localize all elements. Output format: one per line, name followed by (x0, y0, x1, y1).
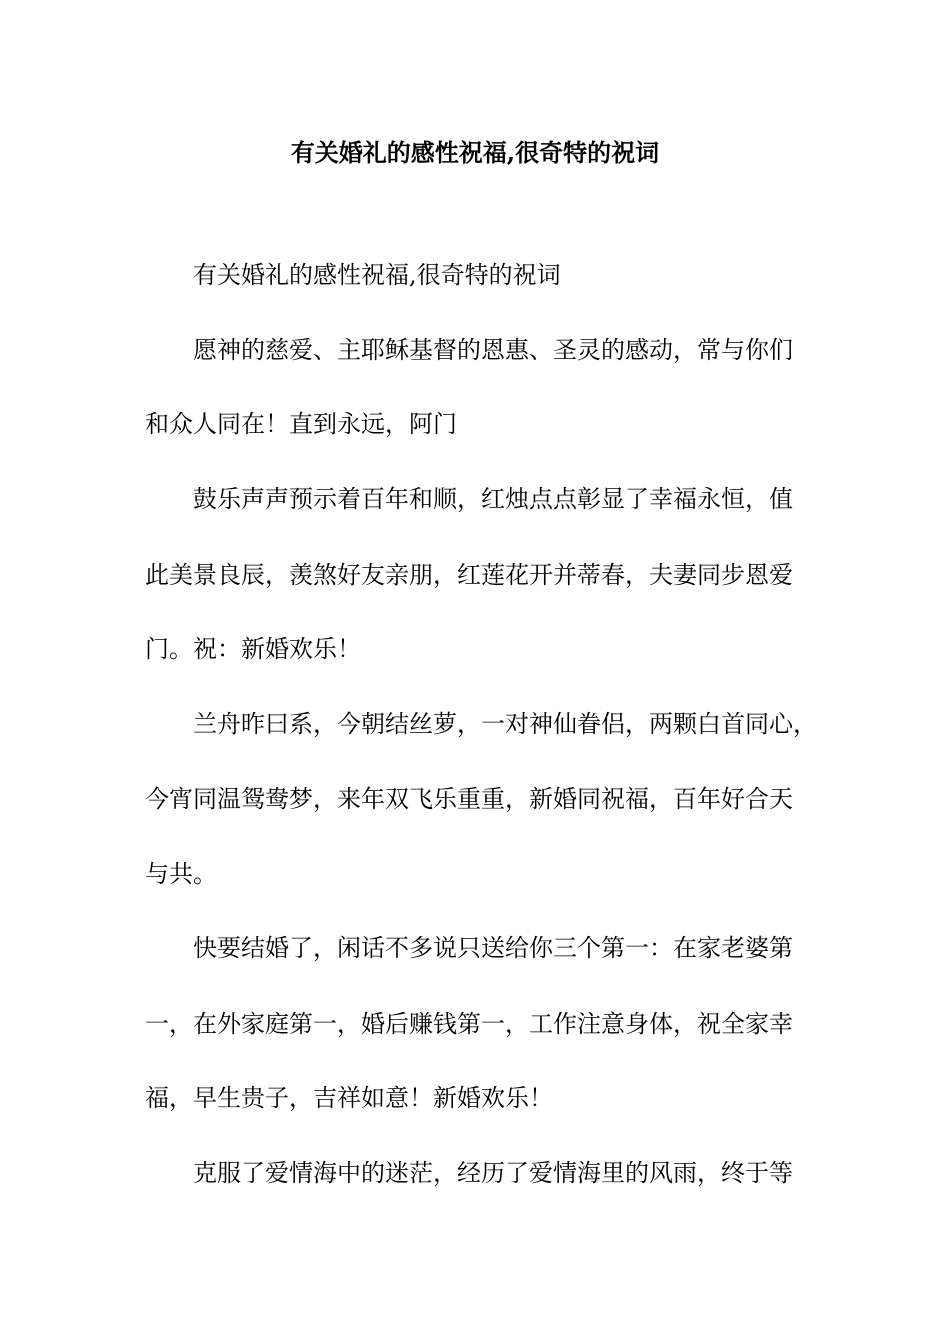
paragraph-heading-line: 有关婚礼的感性祝福,很奇特的祝词 (193, 261, 561, 289)
paragraph-line: 兰舟昨曰系，今朝结丝萝，一对神仙眷侣，两颗白首同心， (193, 710, 817, 738)
paragraph-line: 愿神的慈爱、主耶稣基督的恩惠、圣灵的感动，常与你们 (193, 336, 793, 364)
paragraph-line: 今宵同温鸳鸯梦，来年双飞乐重重，新婚同祝福，百年好合天 (145, 785, 793, 813)
paragraph-line: 福，早生贵子，吉祥如意！新婚欢乐！ (145, 1084, 553, 1112)
paragraph-line: 鼓乐声声预示着百年和顺，红烛点点彰显了幸福永恒，值 (193, 485, 793, 513)
paragraph-line: 此美景良辰，羡煞好友亲朋，红莲花开并蒂春，夫妻同步恩爱 (145, 561, 793, 589)
paragraph-line: 与共。 (145, 860, 217, 888)
paragraph-line: 一，在外家庭第一，婚后赚钱第一，工作注意身体，祝全家幸 (145, 1010, 793, 1038)
paragraph-line: 克服了爱情海中的迷茫，经历了爱情海里的风雨，终于等 (193, 1159, 793, 1187)
document-title: 有关婚礼的感性祝福,很奇特的祝词 (290, 138, 660, 167)
paragraph-line: 和众人同在！直到永远，阿门 (145, 410, 457, 438)
paragraph-line: 门。祝：新婚欢乐！ (145, 635, 361, 663)
paragraph-line: 快要结婚了，闲话不多说只送给你三个第一：在家老婆第 (193, 934, 793, 962)
